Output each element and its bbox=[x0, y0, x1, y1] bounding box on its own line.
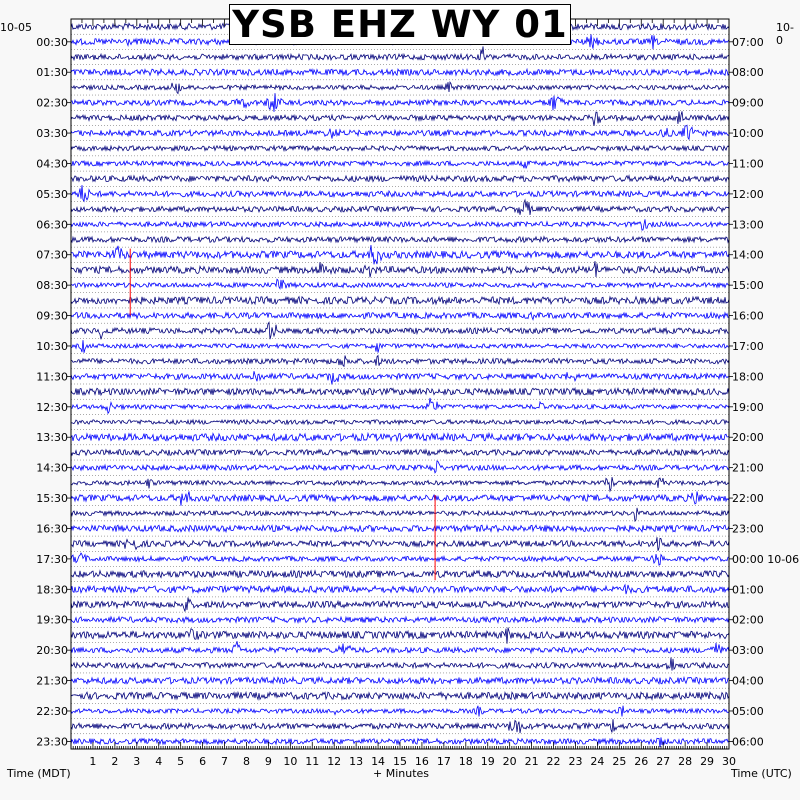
x-tick-label: 8 bbox=[242, 755, 250, 768]
right-tick-label: 14:00 bbox=[732, 248, 764, 262]
left-tick-label: 12:30 bbox=[36, 400, 68, 414]
x-tick-label: 7 bbox=[221, 755, 229, 768]
x-tick-label: 15 bbox=[393, 755, 407, 768]
right-axis-title: Time (UTC) bbox=[731, 767, 792, 780]
right-tick-label: 11:00 bbox=[732, 157, 764, 171]
left-tick-label: 11:30 bbox=[36, 370, 68, 384]
right-tick-label: 01:00 bbox=[732, 583, 764, 597]
x-tick-label: 4 bbox=[155, 755, 163, 768]
right-tick-label: 16:00 bbox=[732, 309, 764, 323]
left-tick-label: 13:30 bbox=[36, 431, 68, 445]
right-tick-label: 05:00 bbox=[732, 704, 764, 718]
right-tick-label: 22:00 bbox=[732, 492, 764, 506]
x-tick-label: 2 bbox=[111, 755, 119, 768]
x-tick-label: 1 bbox=[89, 755, 97, 768]
left-tick-label: 22:30 bbox=[36, 704, 68, 718]
x-tick-label: 6 bbox=[199, 755, 207, 768]
right-tick-label: 18:00 bbox=[732, 370, 764, 384]
left-tick-label: 05:30 bbox=[36, 187, 68, 201]
x-tick-label: 17 bbox=[436, 755, 451, 768]
left-tick-label: 19:30 bbox=[36, 613, 68, 627]
left-tick-label: 15:30 bbox=[36, 492, 68, 506]
right-tick-label: 04:00 bbox=[732, 674, 764, 688]
right-date-label: 10-0 bbox=[776, 21, 794, 47]
left-tick-label: 03:30 bbox=[36, 127, 68, 141]
x-tick-label: 29 bbox=[700, 755, 715, 768]
x-tick-label: 25 bbox=[612, 755, 627, 768]
right-tick-label: 21:00 bbox=[732, 461, 764, 475]
x-tick-label: 27 bbox=[656, 755, 671, 768]
x-tick-label: 16 bbox=[414, 755, 429, 768]
x-tick-label: 11 bbox=[305, 755, 320, 768]
left-tick-label: 07:30 bbox=[36, 248, 68, 262]
right-tick-label: 08:00 bbox=[732, 66, 764, 80]
x-tick-label: 21 bbox=[524, 755, 539, 768]
right-tick-label: 03:00 bbox=[732, 644, 764, 658]
right-tick-label: 07:00 bbox=[732, 35, 764, 49]
x-tick-label: 18 bbox=[458, 755, 473, 768]
x-axis-label: + Minutes bbox=[373, 767, 430, 780]
right-tick-label: 13:00 bbox=[732, 218, 764, 232]
left-tick-label: 14:30 bbox=[36, 461, 68, 475]
right-tick-label: 19:00 bbox=[732, 400, 764, 414]
x-tick-label: 14 bbox=[371, 755, 386, 768]
left-axis-title: Time (MDT) bbox=[7, 767, 71, 780]
left-tick-label: 08:30 bbox=[36, 279, 68, 293]
x-tick-label: 12 bbox=[327, 755, 342, 768]
right-tick-label: 12:00 bbox=[732, 187, 764, 201]
left-tick-label: 01:30 bbox=[36, 66, 68, 80]
x-tick-label: 20 bbox=[502, 755, 517, 768]
left-tick-label: 04:30 bbox=[36, 157, 68, 171]
plot-area bbox=[71, 19, 729, 749]
right-tick-label: 09:00 bbox=[732, 96, 764, 110]
right-tick-label: 06:00 bbox=[732, 735, 764, 749]
left-tick-label: 09:30 bbox=[36, 309, 68, 323]
right-tick-label: 17:00 bbox=[732, 339, 764, 353]
left-tick-label: 02:30 bbox=[36, 96, 68, 110]
left-tick-label: 18:30 bbox=[36, 583, 68, 597]
left-tick-label: 00:30 bbox=[36, 35, 68, 49]
chart-title: YSB EHZ WY 01 bbox=[229, 4, 571, 45]
left-tick-label: 06:30 bbox=[36, 218, 68, 232]
x-tick-label: 24 bbox=[590, 755, 605, 768]
left-tick-label: 23:30 bbox=[36, 735, 68, 749]
right-tick-label: 23:00 bbox=[732, 522, 764, 536]
x-tick-label: 19 bbox=[480, 755, 495, 768]
right-tick-label: 00:00 10-06 bbox=[732, 552, 800, 566]
left-tick-label: 16:30 bbox=[36, 522, 68, 536]
x-tick-label: 5 bbox=[177, 755, 185, 768]
left-tick-label: 21:30 bbox=[36, 674, 68, 688]
x-tick-label: 9 bbox=[264, 755, 272, 768]
x-tick-label: 26 bbox=[634, 755, 649, 768]
right-tick-label: 15:00 bbox=[732, 279, 764, 293]
left-tick-label: 17:30 bbox=[36, 552, 68, 566]
right-tick-label: 10:00 bbox=[732, 127, 764, 141]
right-tick-label: 20:00 bbox=[732, 431, 764, 445]
x-tick-label: 30 bbox=[722, 755, 736, 768]
x-tick-label: 3 bbox=[133, 755, 141, 768]
left-tick-label: 20:30 bbox=[36, 644, 68, 658]
x-tick-label: 13 bbox=[349, 755, 364, 768]
x-tick-label: 10 bbox=[283, 755, 298, 768]
left-date-label: 10-05 bbox=[0, 21, 32, 34]
x-tick-label: 28 bbox=[678, 755, 693, 768]
x-tick-label: 23 bbox=[568, 755, 583, 768]
right-tick-label: 02:00 bbox=[732, 613, 764, 627]
left-tick-label: 10:30 bbox=[36, 339, 68, 353]
x-tick-label: 22 bbox=[546, 755, 561, 768]
